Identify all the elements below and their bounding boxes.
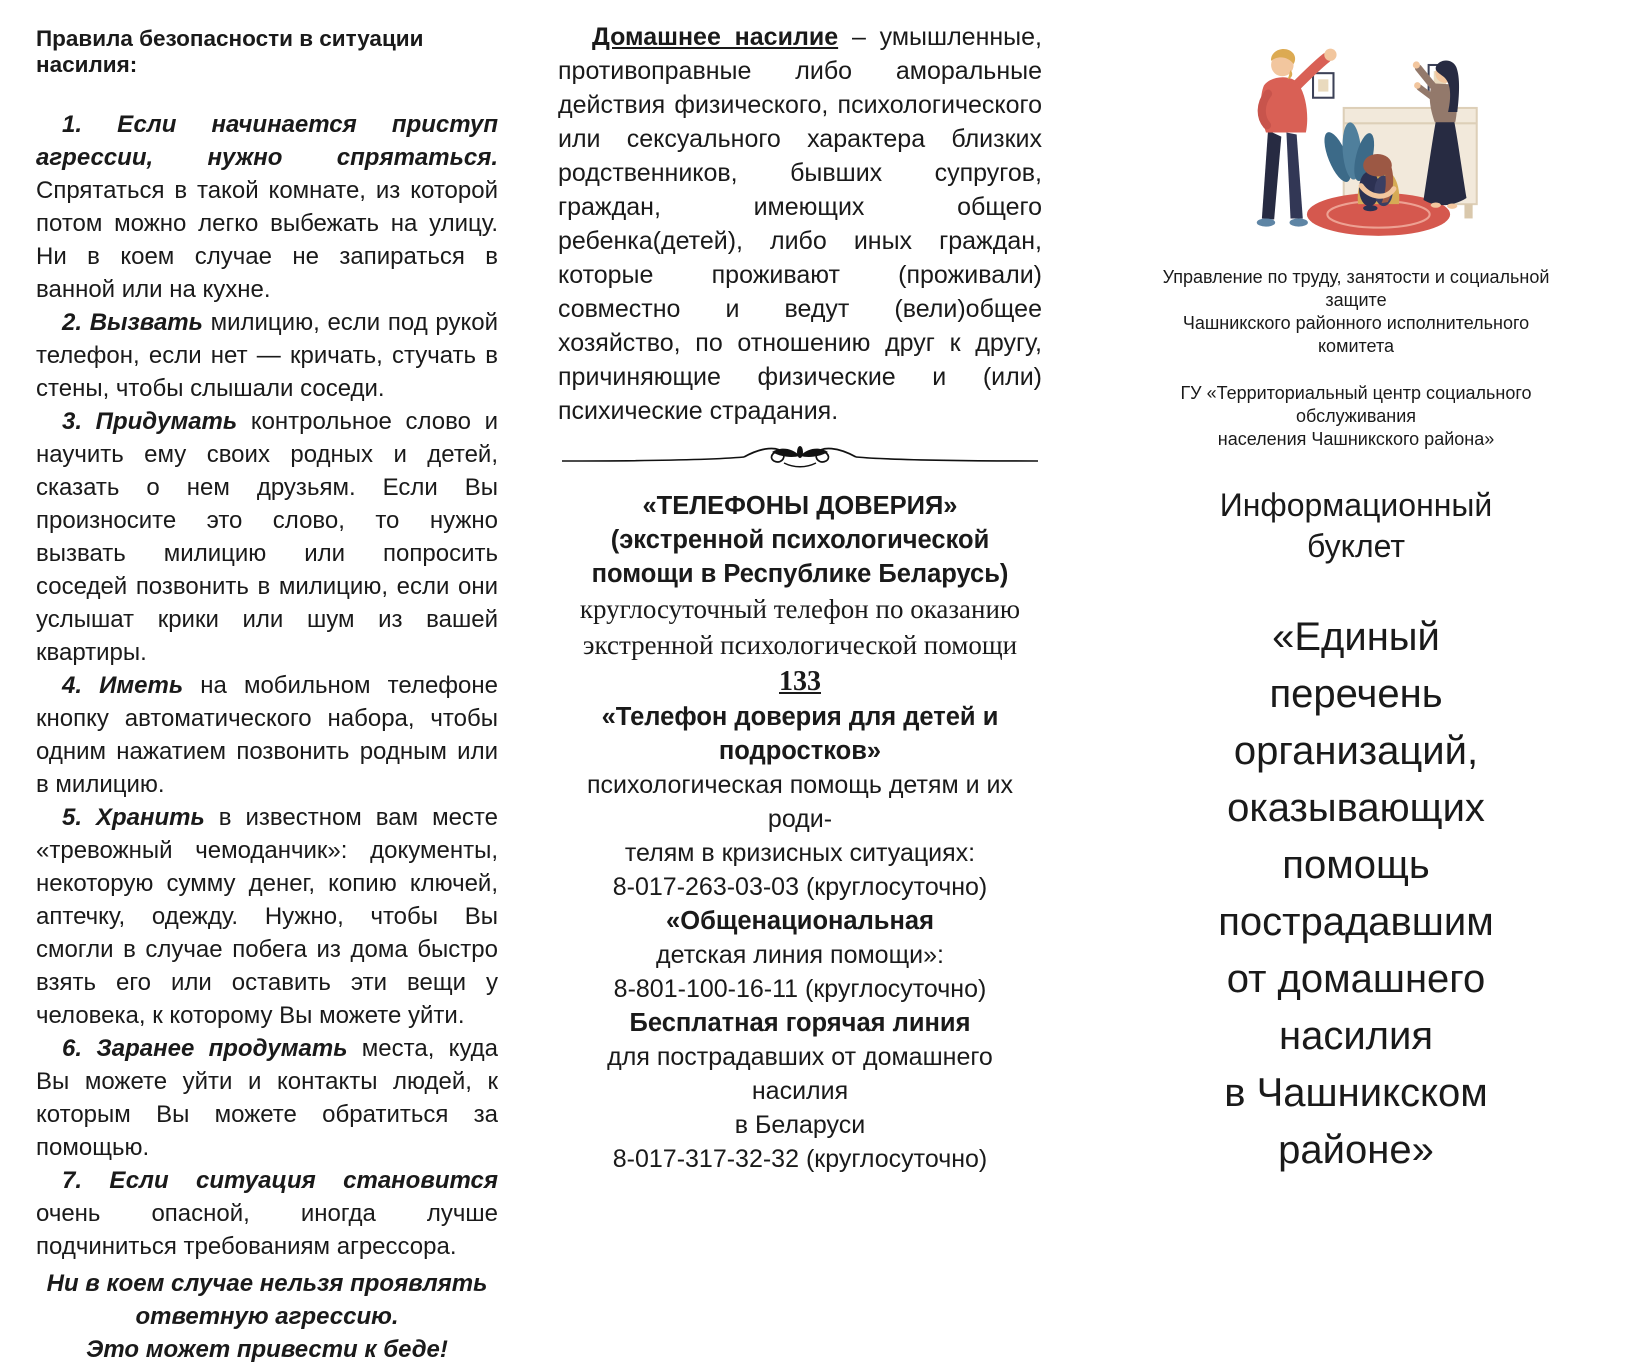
hotline-line: «ТЕЛЕФОНЫ ДОВЕРИЯ»: [642, 492, 958, 520]
domestic-violence-illustration: [1223, 22, 1489, 242]
title-line: оказывающих: [1227, 786, 1485, 830]
org-line: ГУ «Территориальный центр социального обслуживания: [1180, 383, 1532, 426]
rule-item-4: [36, 669, 498, 801]
warning-line: Ни в коем случае нельзя проявлять: [46, 1270, 488, 1297]
hotline-line: детская линия помощи»:: [656, 941, 944, 969]
booklet-title: [1152, 609, 1560, 1179]
title-line: районе»: [1278, 1128, 1434, 1172]
booklet-type: [1152, 485, 1560, 567]
rule-lead: 3. Придумать: [62, 408, 238, 435]
title-line: организаций,: [1233, 729, 1479, 773]
safety-rules-panel: [36, 26, 498, 1366]
hotline-line: экстренной психологической помощи: [582, 630, 1018, 660]
hotline-line: круглосуточный телефон по оказанию: [579, 594, 1021, 624]
hotline-number: 133: [779, 666, 821, 697]
rule-text: Спрятаться в такой комнате, из которой потом можно легко выбежать на улицу. Ни в коем случае не запираться в ванной или на кухне.: [36, 177, 498, 303]
hotline-line: «Телефон доверия для детей и: [601, 703, 999, 731]
rule-text: очень опасной, иногда лучше подчиниться требованиям агрессора.: [36, 1200, 498, 1260]
hotlines-section: [558, 489, 1042, 1176]
hotline-line: для пострадавших от домашнего насилия: [607, 1043, 993, 1105]
title-line: помощь: [1282, 843, 1430, 887]
rule-lead: 4. Иметь: [62, 672, 184, 699]
rule-lead: 6. Заранее продумать: [62, 1035, 348, 1062]
cover-panel: [1152, 22, 1560, 1179]
rules-heading: Правила безопасности в ситуации насилия:: [36, 26, 424, 77]
org-name-2: [1152, 382, 1560, 451]
title-line: в Чашникском: [1224, 1071, 1488, 1115]
org-line: Управление по труду, занятости и социальной защите: [1162, 267, 1550, 310]
rule-item-6: [36, 1032, 498, 1164]
hotline-line: психологическая помощь детям и их роди-: [587, 771, 1013, 833]
org-line: населения Чашникского района»: [1217, 429, 1495, 449]
rule-text: на мобильном телефоне кнопку автоматического набора, чтобы одним нажатием позвонить родным или в милицию.: [36, 672, 498, 798]
title-line: пострадавшим: [1218, 900, 1494, 944]
booklet-line: буклет: [1306, 528, 1406, 564]
rule-lead: 5. Хранить: [62, 804, 205, 831]
definition-paragraph: [558, 20, 1042, 428]
hotline-number: 8-017-263-03-03 (круглосуточно): [612, 873, 988, 901]
org-line: комитета: [1317, 336, 1395, 356]
hotline-line: (экстренной психологической: [610, 526, 990, 554]
org-name-1: [1152, 266, 1560, 358]
title-line: перечень: [1269, 672, 1443, 716]
title-line: насилия: [1278, 1014, 1434, 1058]
definition-text: – умышленные, противоправные либо аморальные действия физического, психологического или сексуального характера близких родственников, бывших супругов, граждан, имеющих общего ребенка(детей), либо иных граждан, которые проживают (проживали) совместно и ведут (вели)общее хозяйство, по отношению друг к другу, причиняющие физические и (или) психические страдания.: [558, 23, 1043, 425]
rule-item-7: [36, 1164, 498, 1263]
hotline-line: Бесплатная горячая линия: [629, 1009, 971, 1037]
hotline-line: помощи в Республике Беларусь): [591, 560, 1009, 588]
rule-item-1: [36, 108, 498, 306]
hotlines-panel: [558, 20, 1042, 1176]
rule-item-2: [36, 306, 498, 405]
hotline-line: «Общенациональная: [666, 907, 934, 935]
rule-text: милицию, если под рукой телефон, если нет — кричать, стучать в стены, чтобы слышали соседи.: [36, 309, 499, 402]
booklet-line: Информационный: [1219, 487, 1493, 523]
rule-lead: 7. Если ситуация становится: [62, 1167, 498, 1194]
org-line: Чашникского районного исполнительного: [1182, 313, 1530, 333]
rule-text: места, куда Вы можете уйти и контакты людей, к которым Вы можете обратиться за помощью.: [36, 1035, 498, 1161]
flourish-divider-icon: [558, 440, 1042, 481]
title-line: от домашнего: [1226, 957, 1486, 1001]
rule-lead: 2. Вызвать: [62, 309, 203, 336]
warning-line: Это может привести к беде!: [86, 1336, 448, 1363]
title-line: «Единый: [1272, 615, 1440, 659]
warning-line: ответную агрессию.: [135, 1303, 399, 1330]
rule-text: в известном вам месте «тревожный чемоданчик»: документы, некоторую сумму денег, копию ключей, аптечку, одежду. Нужно, чтобы Вы смогли в случае побега из дома быстро взять его или оставить эти вещи у человека, к которому Вы можете уйти.: [36, 804, 499, 1029]
hotline-line: телям в кризисных ситуациях:: [624, 839, 976, 867]
definition-term: Домашнее насилие: [592, 23, 839, 51]
hotline-line: подростков»: [718, 737, 882, 765]
rule-item-5: [36, 801, 498, 1032]
rule-lead: 1. Если начинается приступ агрессии, нужно спрятаться.: [36, 111, 498, 171]
rule-item-3: [36, 405, 498, 669]
rule-text: контрольное слово и научить ему своих родных и детей, сказать о нем друзьям. Если Вы произносите это слово, то нужно вызвать милицию или попросить соседей позвонить в милицию, если они услышат крики или шум из вашей квартиры.: [36, 408, 498, 666]
warning-note: [36, 1267, 498, 1366]
hotline-line: в Беларуси: [734, 1111, 866, 1139]
hotline-number: 8-017-317-32-32 (круглосуточно): [612, 1145, 988, 1173]
hotline-number: 8-801-100-16-11 (круглосуточно): [613, 975, 987, 1003]
